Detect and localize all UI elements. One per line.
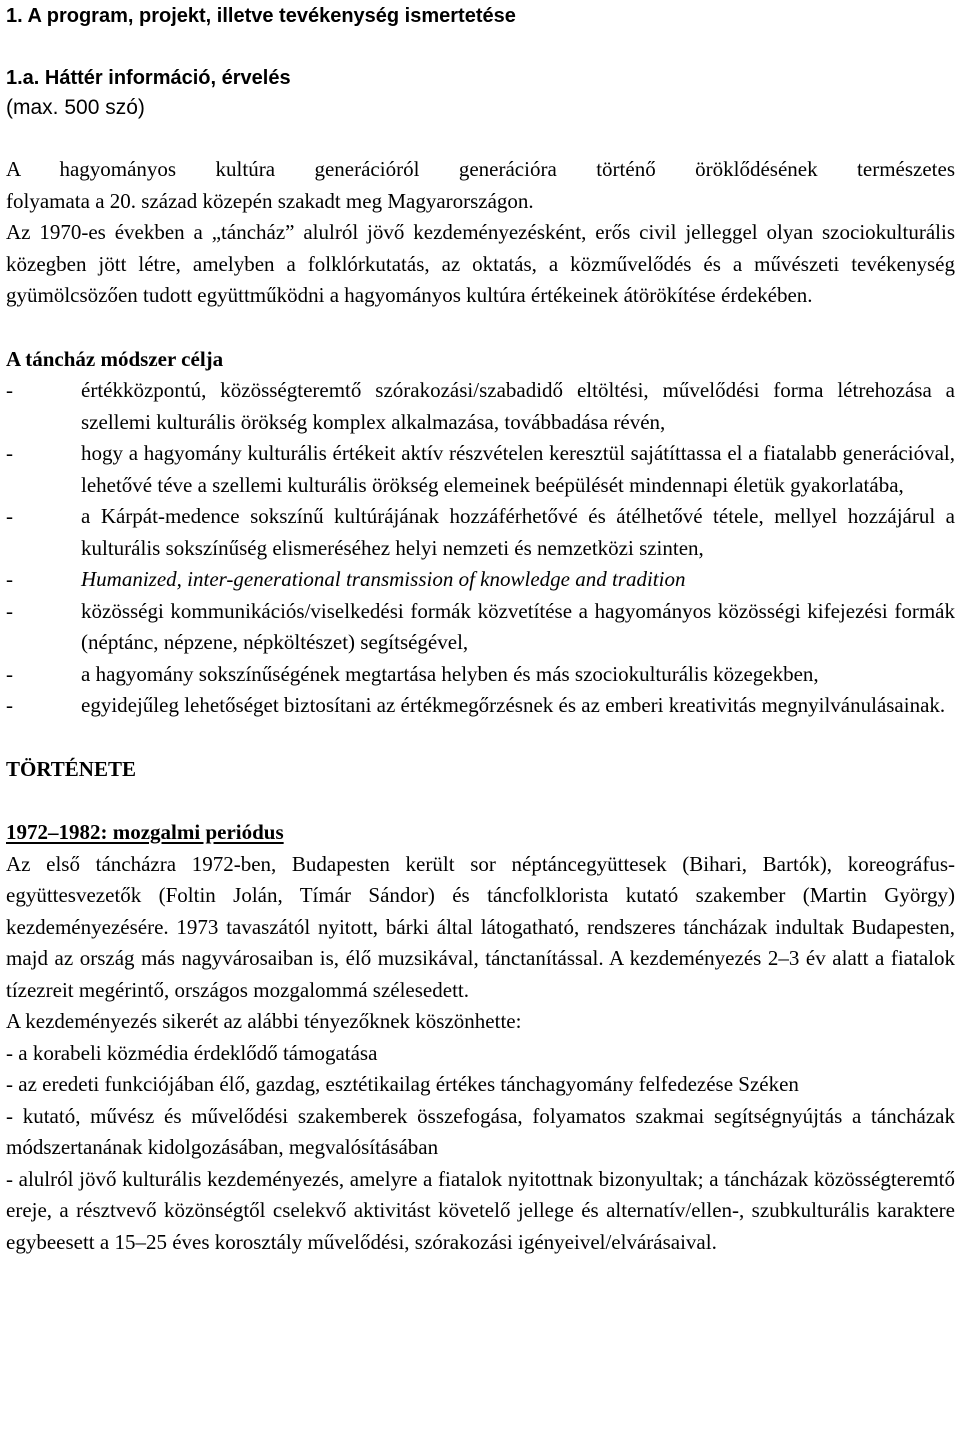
list-item: - közösségi kommunikációs/viselkedési formák közvetítése a hagyományos közösségi kifejezési formák (néptánc, népzene, népköltészet) segítségével, xyxy=(6,596,955,659)
document-page xyxy=(0,1,960,1258)
dash-bullet: - xyxy=(6,378,13,402)
intro-p1-line-1: A hagyományos kultúra generációról generációra történő öröklődésének természetes xyxy=(6,157,955,181)
dash-bullet: - xyxy=(6,693,13,717)
method-title: A táncház módszer célja xyxy=(6,346,224,371)
period-title: 1972–1982: mozgalmi periódus xyxy=(6,820,284,844)
dash-bullet: - xyxy=(6,661,13,686)
section-heading-1: 1. A program, projekt, illetve tevékenység ismertetése xyxy=(6,5,516,27)
history-title: TÖRTÉNETE xyxy=(6,756,136,781)
success-item: - alulról jövő kulturális kezdeményezés, amelyre a fiatalok nyitottnak bizonyultak; a táncházak közösségteremtő ereje, a résztvevő közönségtől cselekvő aktivitást követelő jellege és alternatív/ellen-, szubkulturális karaktere egybeesett a 15–25 éves korosztály művelődési, szórakozási igényeivel/elvárásaival. xyxy=(6,1166,955,1254)
list-item: - értékközpontú, közösségteremtő szórakozási/szabadidő eltöltési, művelődési forma létrehozása a szellemi kulturális örökség komplex alkalmazása, továbbadása révén, xyxy=(6,375,955,438)
dash-bullet: - xyxy=(6,567,13,591)
history-paragraph: Az első táncházra 1972-ben, Budapesten került sor néptáncegyüttesek (Bihari, Bartók), koreográfus-együttesvezetők (Foltin Jolán, Tímár Sándor) és táncfolklorista kutató szakember (Martin György) kezdeményezésére. 1973 tavaszától nyitott, bárki által látogatható, rendszeres táncházak indultak Budapesten, majd az ország más nagyvárosaiban is, élő muzsikával, tánctanítással. A kezdeményezés 2–3 év alatt a fiatalok tízezreit megérintő, országos mozgalommá szélesedett. xyxy=(6,851,955,1002)
dash-bullet: - xyxy=(6,441,13,465)
success-item: - kutató, művész és művelődési szakemberek összefogása, folyamatos szakmai segítségnyújtás a táncházak módszertanának kidolgozásában, megvalósításában xyxy=(6,1103,955,1159)
success-item: - a korabeli közmédia érdeklődő támogatása xyxy=(6,1040,378,1065)
success-intro: A kezdeményezés sikerét az alábbi tényezőknek köszönhette: xyxy=(6,1009,522,1033)
intro-p1-line-2: folyamata a 20. század közepén szakadt meg Magyarországon. xyxy=(6,188,534,213)
list-item: - egyidejűleg lehetőséget biztosítani az értékmegőrzésnek és az emberi kreativitás megnyilvánulásainak. xyxy=(6,690,955,722)
dash-bullet: - xyxy=(6,504,13,528)
word-limit-note: (max. 500 szó) xyxy=(6,96,145,119)
intro-paragraph-2: Az 1970-es években a „táncház” alulról jövő kezdeményezésként, erős civil jelleggel olyan szociokulturális közegben jött létre, amelyben a folklórkutatás, az oktatás, a közművelődés és a művészeti tevékenység gyümölcsözően tudott együttműködni a hagyományos kultúra értékeinek átörökítése érdekében. xyxy=(6,220,955,307)
method-goals-list xyxy=(6,375,955,722)
list-item: - a Kárpát-medence sokszínű kultúrájának hozzáférhetővé és átélhetővé tétele, mellyel hozzájárul a kulturális sokszínűség elismeréséhez helyi nemzeti és nemzetközi szinten, xyxy=(6,501,955,564)
success-item: - az eredeti funkciójában élő, gazdag, esztétikailag értékes tánchagyomány felfedezése Széken xyxy=(6,1072,799,1096)
list-item: - hogy a hagyomány kulturális értékeit aktív részvételen keresztül sajátíttassa el a fiatalabb generációval, lehetővé téve a szellemi kulturális örökség elemeinek beépülését mindennapi életük gyakorlatába, xyxy=(6,438,955,501)
list-item: - Humanized, inter-generational transmission of knowledge and tradition xyxy=(6,564,955,596)
list-item: - a hagyomány sokszínűségének megtartása helyben és más szociokulturális közegekben, xyxy=(6,659,955,691)
intro-paragraph-1 xyxy=(6,154,955,217)
section-heading-1a: 1.a. Háttér információ, érvelés xyxy=(6,67,291,89)
dash-bullet: - xyxy=(6,598,13,623)
